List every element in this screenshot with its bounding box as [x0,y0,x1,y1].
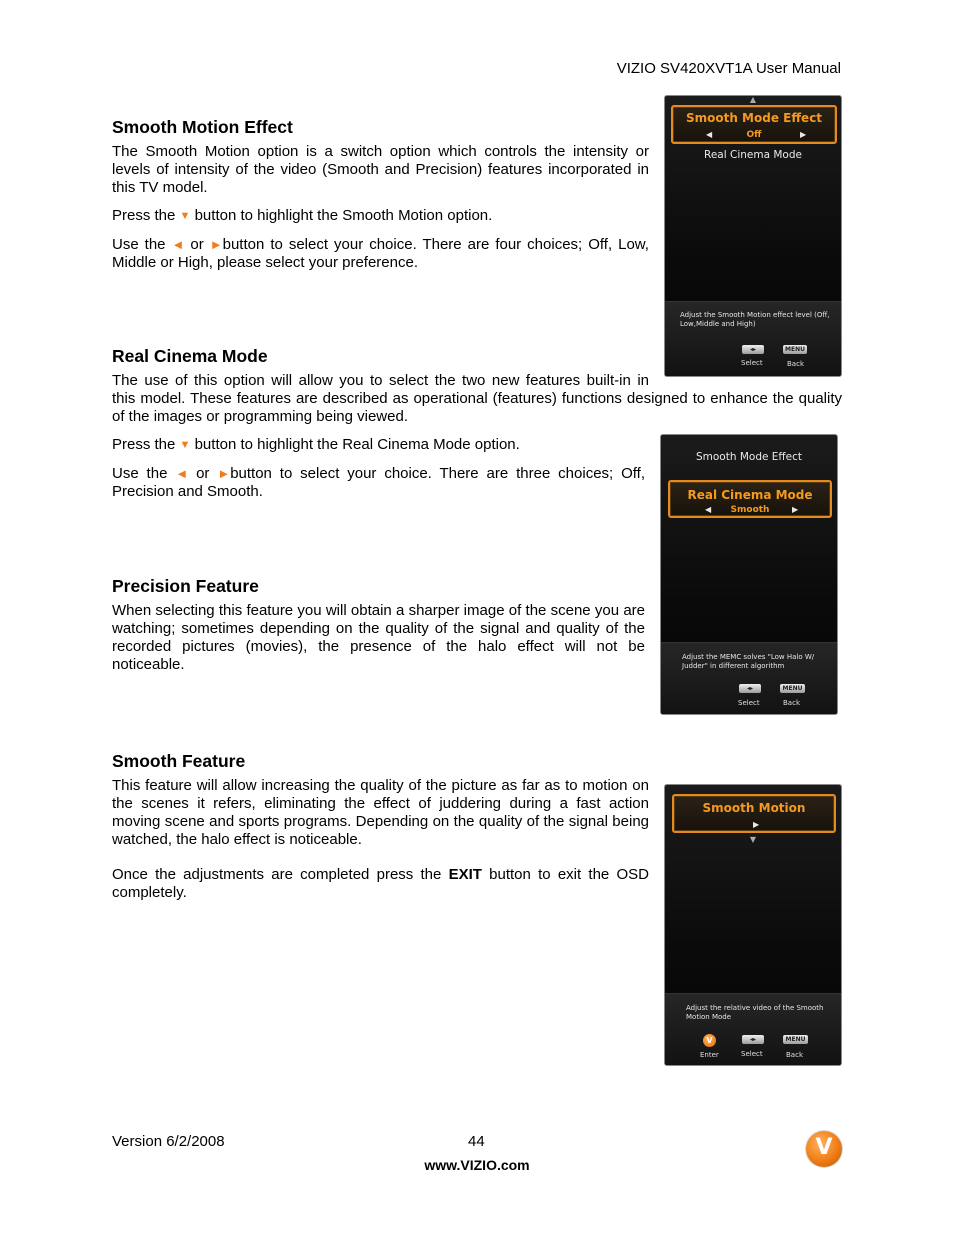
paragraph: When selecting this feature you will obtain a sharper image of the scene you are watching; sometimes depending on the quality of the signal and quality of the recorded pictures (movies), the presence of the halo effect will not be noticeable. [112,602,645,673]
select-arrows-icon: ◂▸ [742,345,764,354]
section-smooth-motion-effect [112,117,649,282]
page-number: 44 [468,1133,485,1150]
paragraph: This feature will allow increasing the quality of the picture as far as to motion on the scenes it refers, eliminating the effect of juddering during a fast action moving scene and sports programs. Depending on the quality of the signal being watched, the halo effect is noticeable. [112,777,649,848]
osd-select-label: Select [741,1050,763,1058]
osd-select-label: Select [738,699,760,707]
section-heading: Real Cinema Mode [112,346,268,366]
osd-screenshot-smooth-motion [664,784,842,1066]
enter-button-icon: V [703,1034,716,1047]
menu-button-icon: MENU [780,684,805,693]
osd-screenshot-real-cinema-mode [660,434,838,715]
vizio-logo-icon: V [806,1131,842,1167]
right-arrow-icon: ▶ [800,130,807,139]
osd-item-value: Off [746,130,762,140]
scroll-down-icon: ▼ [749,835,757,844]
osd-select-label: Select [741,359,763,367]
osd-item-title: Smooth Mode Effect [685,111,823,125]
osd-highlighted-item [671,105,837,144]
left-arrow-icon: ◀ [705,505,712,514]
section-heading: Smooth Feature [112,751,246,771]
osd-menu-item: Real Cinema Mode [704,149,802,161]
osd-back-label: Back [783,699,800,707]
osd-help-text: Adjust the Smooth Motion effect level (Off, Low,Middle and High) [680,311,830,328]
paragraph-use: Use the ◄ or ►button to select your choice. There are three choices; Off, Precision and Smooth. [112,465,645,500]
osd-enter-label: Enter [700,1051,719,1059]
paragraph: The use of this option will allow you to select the two new features built-in in this model. These features are described as operational (features) functions designed to enhance the quality of the images or programming being viewed. [112,372,842,425]
right-arrow-icon: ► [209,237,223,252]
select-arrows-icon: ◂▸ [739,684,761,693]
osd-back-label: Back [787,360,804,368]
osd-help-area [661,642,837,714]
down-arrow-icon: ▼ [179,439,191,451]
section-precision-feature [112,576,645,684]
paragraph-use: Use the ◄ or ►button to select your choice. There are four choices; Off, Low, Middle or High, please select your preference. [112,236,649,271]
osd-menu-item: Smooth Mode Effect [695,451,802,463]
paragraph-exit: Once the adjustments are completed press the EXIT button to exit the OSD completely. [112,866,649,901]
scroll-up-icon: ▲ [749,95,757,104]
osd-help-text: Adjust the relative video of the Smooth Motion Mode [686,1004,824,1021]
menu-button-icon: MENU [783,345,807,354]
osd-item-title: Smooth Motion [702,801,806,815]
osd-highlighted-item [668,480,832,518]
osd-help-area [665,301,841,376]
osd-item-title: Real Cinema Mode [687,488,813,502]
left-arrow-icon: ◄ [171,237,185,252]
section-heading: Precision Feature [112,576,259,596]
footer-url: www.VIZIO.com [424,1157,530,1173]
osd-highlighted-item [672,794,836,833]
right-arrow-icon: ▶ [792,505,799,514]
osd-back-label: Back [786,1051,803,1059]
osd-help-text: Adjust the MEMC solves "Low Halo W/ Judder" in different algorithm [682,653,815,670]
select-arrows-icon: ◂▸ [742,1035,764,1044]
osd-item-value: Smooth [730,505,770,515]
section-heading: Smooth Motion Effect [112,117,293,137]
footer-version: Version 6/2/2008 [112,1133,225,1150]
osd-help-area [665,993,841,1065]
section-smooth-feature [112,751,649,912]
exit-keyword: EXIT [448,866,482,883]
right-arrow-icon: ▶ [753,820,760,829]
paragraph: The Smooth Motion option is a switch option which controls the intensity or levels of intensity of the video (Smooth and Precision) features incorporated in this TV model. [112,143,649,196]
left-arrow-icon: ◀ [706,130,713,139]
osd-screenshot-smooth-mode-effect [664,95,842,377]
page-header-title: VIZIO SV420XVT1A User Manual [616,60,841,77]
right-arrow-icon: ► [217,466,231,481]
left-arrow-icon: ◄ [175,466,189,481]
menu-button-icon: MENU [783,1035,808,1044]
down-arrow-icon: ▼ [179,210,191,222]
paragraph-press: Press the ▼ button to highlight the Smooth Motion option. [112,207,493,224]
paragraph-press: Press the ▼ button to highlight the Real Cinema Mode option. [112,436,520,453]
